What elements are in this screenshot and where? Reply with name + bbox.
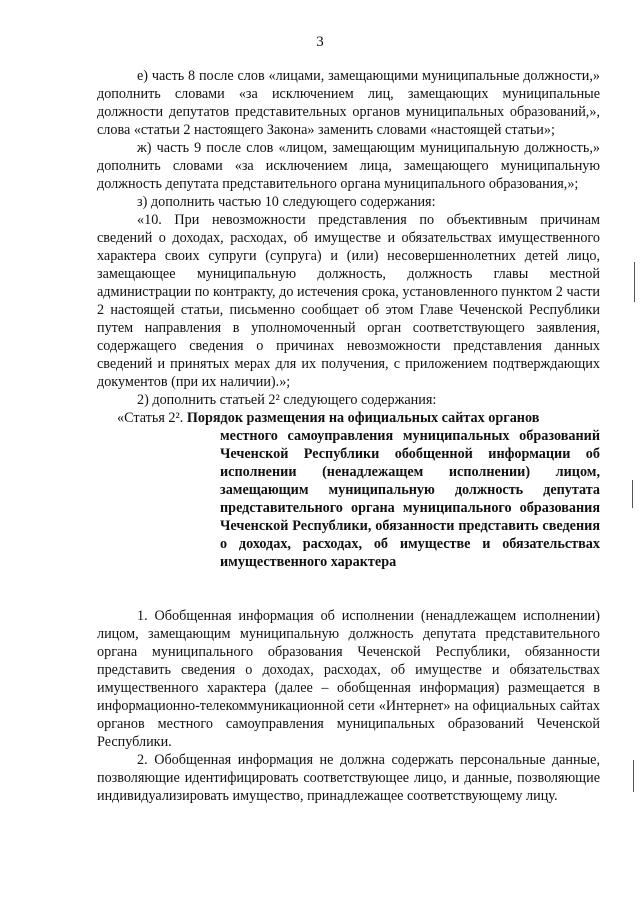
scan-edge-mark [634,262,635,302]
article-heading [97,409,600,571]
article-title-rest: местного самоуправления муниципальных образований Чеченской Республики обобщенной информации об исполнении (ненадлежащем исполнении) лицом, замещающим муниципальную должность депутата представительного органа муниципального образования Чеченской Республики, обязанности представить сведения о доходах, расходах, об имуществе и обязательствах имущественного характера [220,428,600,570]
document-body [97,67,600,805]
page-number: 3 [316,34,324,50]
paragraph-article-2: 2. Обобщенная информация не должна содержать персональные данные, позволяющие идентифицировать соответствующее лицо, и данные, позволяющие индивидуализировать имущество, принадлежащее соответствующему лицу. [97,752,600,804]
paragraph-zh: ж) часть 9 после слов «лицом, замещающим муниципальную должность,» дополнить словами «за исключением лица, замещающего муниципальную должность депутата представительного органа муниципального образования,»; [97,140,600,192]
paragraph-part-10: «10. При невозможности представления по объективным причинам сведений о доходах, расходах, об имуществе и обязательствах имущественного характера своих супруги (супруга) и (или) несовершеннолетних детей лицо, замещающее муниципальную должность, должность главы местной администрации по контракту, до истечения срока, установленного пунктом 2 части 2 настоящей статьи, письменно сообщает об этом Главе Чеченской Республики путем направления в уполномоченный орган соответствующего заявления, содержащего сведения о причинах невозможности представления данных сведений и принятых мерах для их получения, с приложением подтверждающих документов (при их наличии).»; [97,212,600,390]
section-gap [97,571,600,607]
scan-edge-mark [632,480,633,508]
article-lead: «Статья 2². [117,410,184,426]
paragraph-item-2: 2) дополнить статьей 2² следующего содержания: [137,392,437,408]
scan-edge-mark [633,760,634,792]
article-heading-first-line [117,409,539,427]
paragraph-e: е) часть 8 после слов «лицами, замещающими муниципальные должности,» дополнить словами «за исключением лиц, замещающих муниципальные должности депутатов представительных органов муниципальных образований,», слова «статьи 2 настоящего Закона» заменить словами «настоящей статьи»; [97,68,600,138]
paragraph-z: з) дополнить частью 10 следующего содержания: [137,194,436,210]
article-title-first-line: Порядок размещения на официальных сайтах органов [186,410,540,426]
paragraph-article-1: 1. Обобщенная информация об исполнении (ненадлежащем исполнении) лицом, замещающим муниципальную должность депутата представительного органа муниципального образования Чеченской Республики, обязанности представить сведения о доходах, расходах, об имуществе и обязательствах имущественного характера (далее – обобщенная информация) размещается в информационно-телекоммуникационной сети «Интернет» на официальных сайтах органов местного самоуправления муниципальных образований Чеченской Республики. [97,608,600,750]
